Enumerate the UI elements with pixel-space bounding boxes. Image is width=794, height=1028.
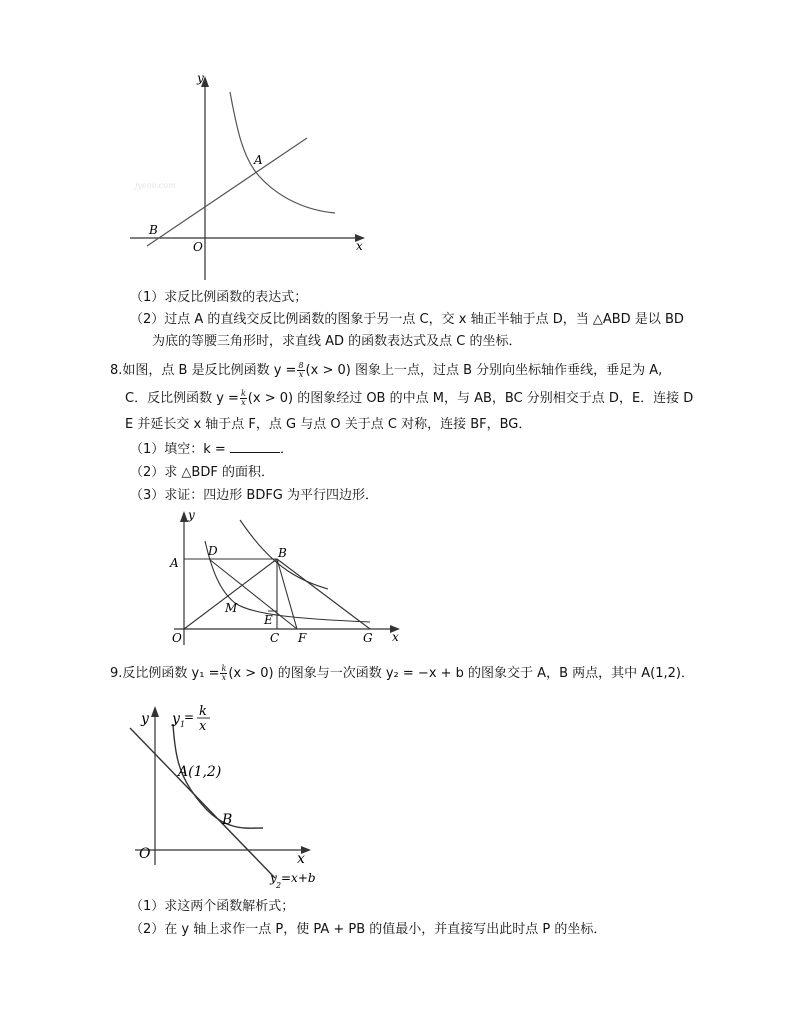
prob9-fraction-k-over-x: $\frac{k}{x}$ xyxy=(221,664,227,682)
prob7-q2-line2: 为底的等腰三角形时，求直线 AD 的函数表达式及点 C 的坐标． xyxy=(152,334,522,349)
prob8-number: 8. xyxy=(110,363,123,378)
prob8-fraction-8-over-x: $\frac{8}{x}$ xyxy=(298,361,304,379)
fig3-y-arrow-icon xyxy=(151,706,159,717)
prob8-line1 xyxy=(110,362,662,380)
fig2-line-BF xyxy=(277,559,297,629)
prob8-q1-answer-blank[interactable] xyxy=(230,440,280,453)
fig2-label-y: y xyxy=(188,508,195,522)
prob8-text-2a: C．反比例函数 y = xyxy=(125,391,239,406)
fig3-label-O: O xyxy=(139,846,151,862)
prob9-text-1b: (x > 0) 的图象与一次函数 y₂ = −x + b 的图象交于 A，B 两点，其中 A(1,2)． xyxy=(228,666,694,681)
fig2-label-B: B xyxy=(278,546,287,560)
figure-1-inverse-proportion-graph xyxy=(125,70,375,285)
prob8-text-2b: (x > 0) 的图象经过 OB 的中点 M，与 AB，BC 分别相交于点 D，E．连接 D xyxy=(247,391,694,406)
figure-2-quadrilateral-graph xyxy=(160,505,410,655)
fig2-label-C: C xyxy=(270,631,280,645)
fig2-label-G: G xyxy=(363,631,373,645)
fig3-label-A: A(1,2) xyxy=(178,764,222,780)
fig1-hyperbola xyxy=(230,92,335,213)
fig2-label-A: A xyxy=(170,556,179,570)
fig2-y-arrow-icon xyxy=(180,511,188,522)
prob8-line2 xyxy=(125,390,693,408)
fig2-label-O: O xyxy=(172,631,182,645)
prob9-line1 xyxy=(110,665,694,683)
fig1-label-B: B xyxy=(149,223,158,237)
fig3-label-x-den: x xyxy=(199,719,207,734)
fig2-label-M: M xyxy=(225,601,238,615)
fig2-label-D: D xyxy=(208,544,218,558)
fig3-label-y1-eq: = xyxy=(184,710,195,724)
fig1-label-x: x xyxy=(356,239,363,253)
prob8-q3: （3）求证：四边形 BDFG 为平行四边形． xyxy=(130,488,379,503)
fig2-label-E: E xyxy=(264,613,273,627)
fig3-label-y2-rest: =x+b xyxy=(281,871,316,885)
prob9-q2: （2）在 y 轴上求作一点 P，使 PA + PB 的值最小，并直接写出此时点 P 的坐标． xyxy=(130,922,607,937)
fig1-label-O: O xyxy=(193,240,203,254)
fig3-label-x: x xyxy=(297,851,305,867)
prob9-text-1a: 反比例函数 y₁ = xyxy=(122,666,220,681)
prob9-q1: （1）求这两个函数解析式； xyxy=(130,899,295,914)
fig2-line-DF xyxy=(209,559,297,629)
fig2-label-F: F xyxy=(298,631,307,645)
fig3-label-y1: y xyxy=(172,711,180,727)
prob8-text-1a: 如图，点 B 是反比例函数 y = xyxy=(122,363,297,378)
prob8-q1-end: ． xyxy=(279,442,293,457)
prob7-q1: （1）求反比例函数的表达式； xyxy=(130,290,308,305)
prob8-q1 xyxy=(130,440,293,459)
fig3-label-B: B xyxy=(222,812,233,828)
prob8-q2: （2）求 △BDF 的面积． xyxy=(130,465,274,480)
prob8-text-1b: (x > 0) 图象上一点，过点 B 分别向坐标轴作垂线，垂足为 A, xyxy=(305,363,663,378)
fig3-label-y1-sub: 1 xyxy=(180,720,186,729)
fig2-line-BG xyxy=(277,559,370,629)
fig3-label-y2-sub: 2 xyxy=(276,881,282,890)
fig3-label-y2: y xyxy=(270,871,277,885)
prob8-fraction-k-over-x: $\frac{k}{x}$ xyxy=(240,389,246,407)
fig2-label-x: x xyxy=(392,630,399,644)
prob9-number: 9. xyxy=(110,666,123,681)
fig1-watermark: jyeoo.com xyxy=(135,181,176,190)
fig3-line-y2 xyxy=(130,728,275,878)
fig3-label-y: y xyxy=(141,711,149,727)
prob7-q2-line1: （2）过点 A 的直线交反比例函数的图象于另一点 C，交 x 轴正半轴于点 D，当 △ABD 是以 BD xyxy=(130,312,684,327)
figure-3-intersection-graph xyxy=(125,700,335,895)
fig1-label-A: A xyxy=(254,153,263,167)
prob8-line3: E 并延长交 x 轴于点 F，点 G 与点 O 关于点 C 对称，连接 BF，BG． xyxy=(125,417,532,432)
prob8-q1-text: （1）填空：k = xyxy=(130,442,226,457)
fig3-label-k: k xyxy=(199,704,207,719)
fig1-label-y: y xyxy=(197,71,204,85)
fig1-line-AB xyxy=(147,138,307,246)
